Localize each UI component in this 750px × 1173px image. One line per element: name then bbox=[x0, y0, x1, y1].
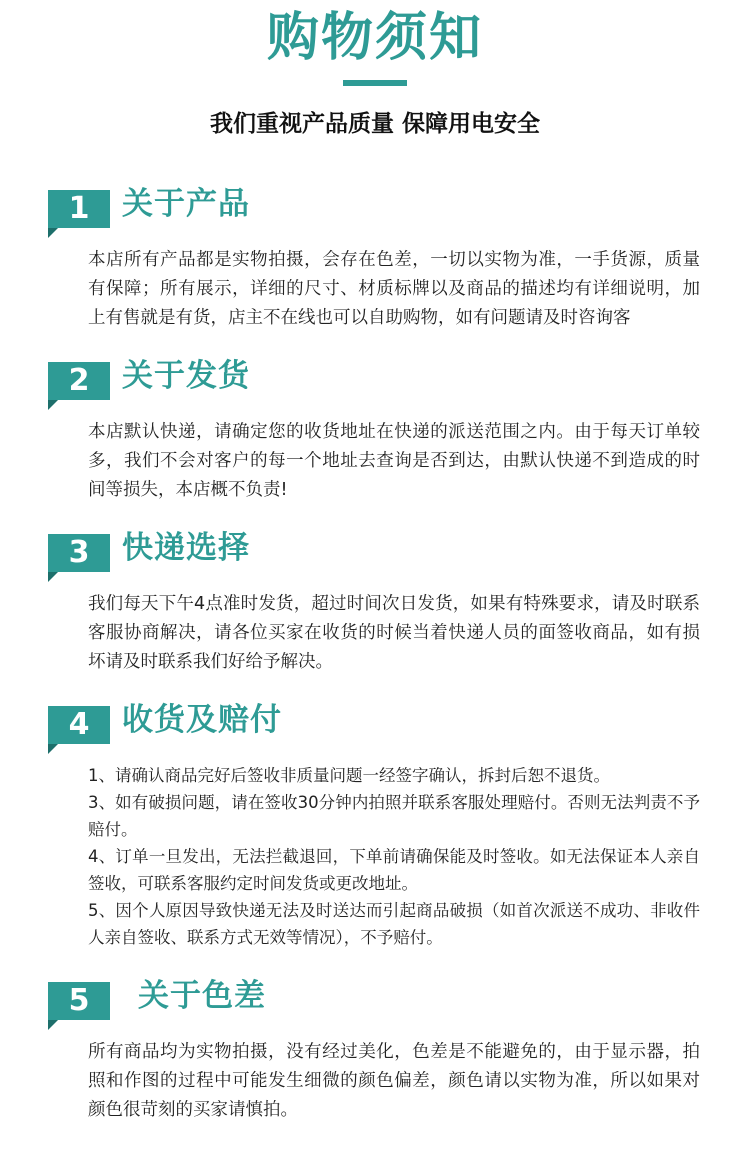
section-header bbox=[0, 180, 750, 232]
section-color-difference bbox=[0, 972, 750, 1125]
list-item: 3、如有破损问题，请在签收30分钟内拍照并联系客服处理赔付。否则无法判责不予赔付。 bbox=[88, 793, 700, 839]
section-body bbox=[88, 1038, 700, 1125]
list-item: 4、订单一旦发出，无法拦截退回，下单前请确保能及时签收。如无法保证本人亲自签收，可联系客服约定时间发货或更改地址。 bbox=[88, 847, 700, 893]
section-header bbox=[0, 524, 750, 576]
section-body bbox=[88, 246, 700, 333]
title-underline bbox=[343, 80, 407, 86]
section-number-badge: 2 bbox=[48, 362, 110, 400]
section-header bbox=[0, 972, 750, 1024]
section-receipt-compensation bbox=[0, 696, 750, 951]
section-body bbox=[88, 590, 700, 677]
badge-tail-shape bbox=[48, 1020, 58, 1030]
badge-tail-shape bbox=[48, 228, 58, 238]
section-body bbox=[88, 418, 700, 505]
section-paragraph: 本店默认快递，请确定您的收货地址在快递的派送范围之内。由于每天订单较多，我们不会对客户的每一个地址去查询是否到达，由默认快递不到造成的时间等损失，本店概不负责! bbox=[88, 422, 700, 500]
section-header bbox=[0, 352, 750, 404]
page-subtitle: 我们重视产品质量 保障用电安全 bbox=[209, 111, 540, 137]
section-number-badge: 1 bbox=[48, 190, 110, 228]
section-paragraph: 所有商品均为实物拍摄，没有经过美化，色差是不能避免的，由于显示器，拍照和作图的过程中可能发生细微的颜色偏差，颜色请以实物为准，所以如果对颜色很苛刻的买家请慎拍。 bbox=[88, 1042, 700, 1120]
section-paragraph: 本店所有产品都是实物拍摄，会存在色差，一切以实物为准，一手货源，质量有保障；所有展示，详细的尺寸、材质标牌以及商品的描述均有详细说明，加上有售就是有货，店主不在线也可以自助购物，如有问题请及时咨询客 bbox=[88, 250, 700, 328]
section-about-product bbox=[0, 180, 750, 333]
section-heading: 关于发货 bbox=[122, 358, 250, 394]
section-number-badge: 3 bbox=[48, 534, 110, 572]
badge-tail-shape bbox=[48, 744, 58, 754]
page-title: 购物须知 bbox=[266, 8, 483, 68]
section-heading: 关于产品 bbox=[122, 186, 250, 222]
list-item: 1、请确认商品完好后签收非质量问题一经签字确认，拆封后恕不退货。 bbox=[88, 766, 610, 785]
badge-tail-shape bbox=[48, 572, 58, 582]
section-courier-choice bbox=[0, 524, 750, 677]
badge-tail-shape bbox=[48, 400, 58, 410]
section-paragraph: 我们每天下午4点准时发货，超过时间次日发货，如果有特殊要求，请及时联系客服协商解决，请各位买家在收货的时候当着快递人员的面签收商品，如有损坏请及时联系我们好给予解决。 bbox=[88, 594, 700, 672]
section-heading: 收货及赔付 bbox=[122, 702, 282, 738]
section-number-badge: 4 bbox=[48, 706, 110, 744]
section-header bbox=[0, 696, 750, 748]
section-about-shipping bbox=[0, 352, 750, 505]
section-heading: 快递选择 bbox=[122, 530, 250, 566]
section-number-badge: 5 bbox=[48, 982, 110, 1020]
section-body bbox=[88, 762, 700, 951]
list-item: 5、因个人原因导致快递无法及时送达而引起商品破损（如首次派送不成功、非收件人亲自签收、联系方式无效等情况），不予赔付。 bbox=[88, 901, 700, 947]
section-heading: 关于色差 bbox=[138, 978, 266, 1014]
